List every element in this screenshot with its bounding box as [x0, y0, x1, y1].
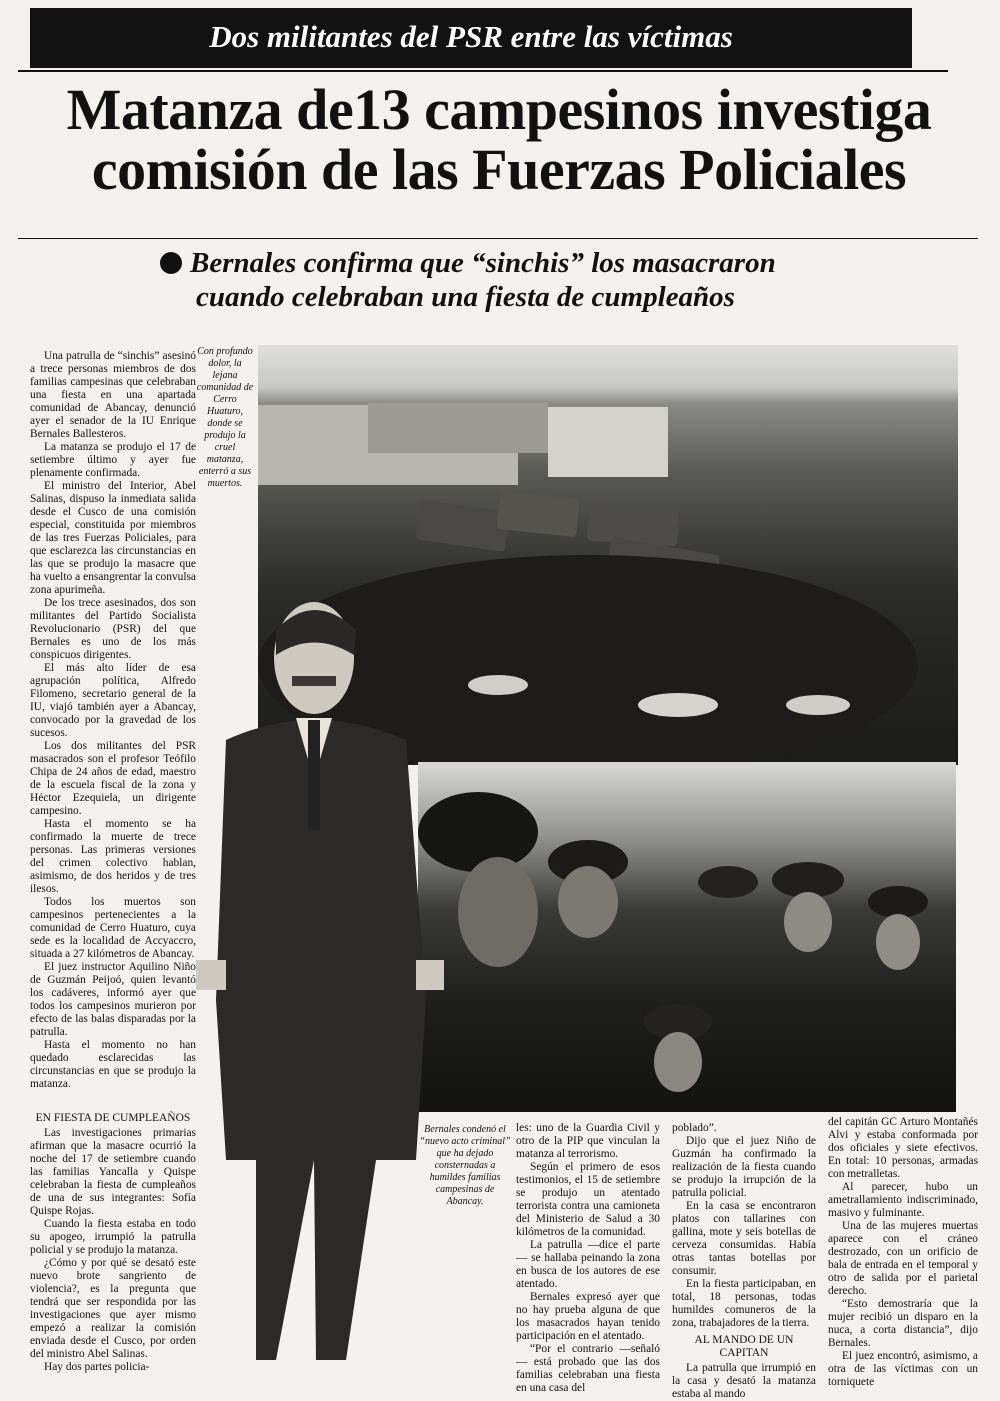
top-rule — [18, 70, 948, 72]
section-heading: EN FIESTA DE CUMPLEAÑOS — [35, 1112, 191, 1124]
paragraph: del capitán GC Arturo Montañés Alvi y estaba conformada por dos oficiales y siete efectivos. En total: 10 personas, armadas con metralletas. — [828, 1116, 978, 1180]
mourners-photo-image — [418, 762, 956, 1112]
paragraph: Dijo que el juez Niño de Guzmán ha confirmado la realización de la fiesta cuando se produjo la irrupción de la patrulla policial. — [672, 1135, 816, 1199]
paragraph: Hay dos partes policia- — [44, 1361, 150, 1373]
headline-line-2: comisión de las Fuerzas Policiales — [91, 137, 907, 202]
paragraph: Todos los muertos son campesinos pertenecientes a la comunidad de Cerro Huaturo, cuya sede es la localidad de Accyaccro, situada a 27 kilómetros de Abancay. — [30, 896, 196, 960]
paragraph: poblado”. — [672, 1122, 717, 1134]
paragraph: Una de las mujeres muertas aparece con el cráneo destrozado, con un orificio de bala de entrada en el temporal y otro de salida por el parietal derecho. — [828, 1220, 978, 1297]
article-column-1 — [30, 350, 196, 1130]
paragraph: El juez encontró, asimismo, a otra de las víctimas con un torniquete — [828, 1350, 978, 1388]
photo-caption-top: Con profundo dolor, la lejana comunidad de Cerro Huaturo, donde se produjo la cruel matanza, enterró a sus muertos. — [196, 346, 254, 489]
paragraph: Bernales expresó ayer que no hay prueba alguna de que los masacrados hayan tenido participación en el atentado. — [516, 1291, 660, 1342]
paragraph: La patrulla que irrumpió en la casa y desató la matanza estaba al mando — [672, 1362, 816, 1400]
headline-line-1: Matanza de13 campesinos investiga — [66, 77, 932, 142]
paragraph: El juez instructor Aquilino Niño de Guzmán Peijoó, quien levantó los cadáveres, informó ayer que todos los campesinos murieron por efecto de las balas disparadas por la patrulla. — [30, 961, 196, 1038]
paragraph: En la fiesta participaban, en total, 18 personas, todas humildes comuneros de la zona, trabajadores de la tierra. — [672, 1278, 816, 1329]
article-column-2 — [516, 1122, 660, 1394]
kicker-banner: Dos militantes del PSR entre las víctimas — [30, 8, 912, 68]
paragraph: les: uno de la Guardia Civil y otro de la PIP que vinculan la matanza al terrorismo. — [516, 1122, 660, 1160]
paragraph: Al parecer, hubo un ametrallamiento indiscriminado, masivo y fulminante. — [828, 1181, 978, 1219]
section-heading: AL MANDO DE UN CAPITAN — [694, 1334, 794, 1359]
bullet-icon — [160, 252, 182, 274]
paragraph: Los dos militantes del PSR masacrados son el profesor Teófilo Chipa de 24 años de edad, maestro de la escuela fiscal de la zona y Héctor Ezequiela, un dirigente campesino. — [30, 740, 196, 817]
article-column-4 — [828, 1116, 978, 1390]
paragraph: Cuando la fiesta estaba en todo su apogeo, irrumpió la patrulla policial y se produjo la matanza. — [30, 1218, 196, 1256]
subheadline — [160, 246, 940, 314]
paragraph: De los trece asesinados, dos son militantes del Partido Socialista Revolucionario (PSR) del que Bernales es uno de los más conspicuos dirigentes. — [30, 597, 196, 661]
paragraph: Hasta el momento no han quedado esclarecidas las circunstancias en que se produjo la matanza. — [30, 1039, 196, 1090]
paragraph: Según el primero de esos testimonios, el 15 de setiembre se produjo un atentado terrorista contra una camioneta del Ministerio de Salud a 30 kilómetros de la comunidad. — [516, 1161, 660, 1238]
paragraph: ¿Cómo y por qué se desató este nuevo brote sangriento de violencia?, es la pregunta que tendrá que ser respondida por las investigaciones que ayer mismo empezó a realizar la comisión enviada desde el Cusco, por orden del ministro Abel Salinas. — [30, 1257, 196, 1360]
paragraph: En la casa se encontraron platos con tallarines con gallina, mote y seis botellas de cerveza consumidas. Había otras tantas botellas por consumir. — [672, 1200, 816, 1277]
paragraph: La patrulla —dice el parte— se hallaba peinando la zona en busca de los autores de ese atentado. — [516, 1239, 660, 1290]
bernales-figure-image — [196, 600, 458, 1380]
photo-caption-bottom: Bernales condenó el “nuevo acto criminal” que ha dejado consternadas a humildes familias campesinas de Abancay. — [419, 1124, 511, 1207]
subheadline-line-2: cuando celebraban una fiesta de cumpleaños — [196, 281, 735, 313]
article-column-1-continued — [30, 1108, 196, 1388]
paragraph: Hasta el momento se ha confirmado la muerte de trece personas. Las primeras versiones del crimen colectivo hablan, asimismo, de dos heridos y de tres ilesos. — [30, 818, 196, 895]
paragraph: “Por el contrario —señaló— está probado que las dos familias celebraban una fiesta en una casa del — [516, 1343, 660, 1394]
paragraph: Las investigaciones primarias afirman que la masacre ocurrió la noche del 17 de setiembre cuando las familias Yancalla y Quispe celebraban la fiesta de cumpleaños de una de sus integrantes: Sofía Quispe Rojas. — [30, 1127, 196, 1217]
headline-rule — [18, 238, 978, 239]
paragraph: La matanza se produjo el 17 de setiembre último y ayer fue plenamente confirmada. — [30, 441, 196, 479]
bernales-figure — [196, 600, 458, 1380]
headline — [14, 77, 984, 202]
mourners-photo — [418, 762, 956, 1112]
paragraph: El más alto líder de esa agrupación política, Alfredo Filomeno, secretario general de la IU, viajó también ayer a Abancay, convocado por la gravedad de los sucesos. — [30, 662, 196, 739]
paragraph: “Esto demostraría que la mujer recibió un disparo en la nuca, a corta distancia”, dijo Bernales. — [828, 1298, 978, 1349]
subheadline-line-1: Bernales confirma que “sinchis” los masacraron — [190, 247, 776, 279]
paragraph: El ministro del Interior, Abel Salinas, dispuso la inmediata salida desde el Cusco de una comisión especial, constituida por miembros de las tres Fuerzas Policiales, para que esclarezca las circunstancias en las que se produjo la masacre que ha vuelto a ensangrentar la convulsa zona apurimeña. — [30, 480, 196, 596]
article-column-3 — [672, 1122, 816, 1400]
paragraph: Una patrulla de “sinchis” asesinó a trece personas miembros de dos familias campesinas que celebraban una fiesta en una apartada comunidad de Abancay, denunció ayer el senador de la IU Enrique Bernales Ballesteros. — [30, 350, 196, 440]
